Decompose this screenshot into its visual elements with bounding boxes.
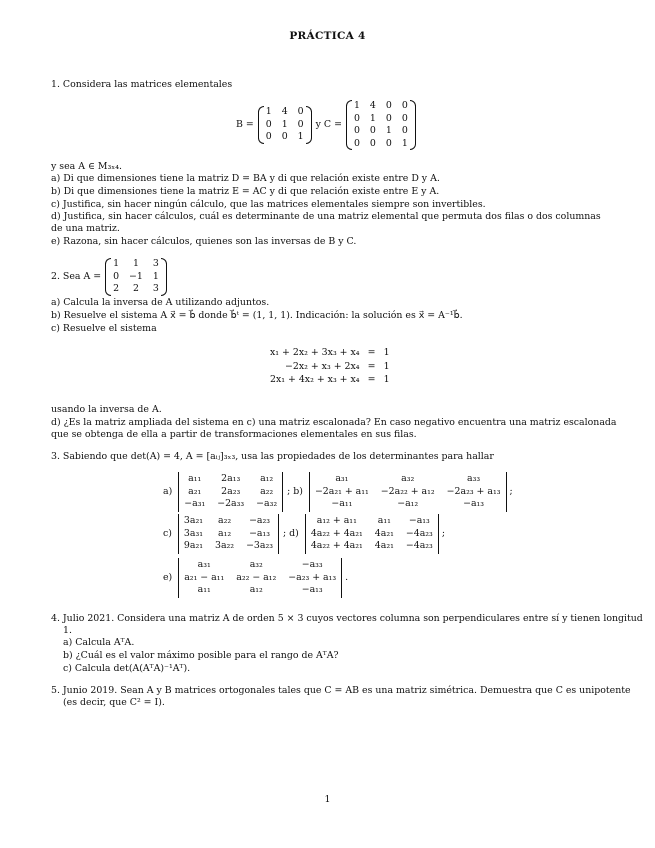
det-b-entry: −a₁₃ [463,498,485,510]
det-d-entry: −a₁₃ [408,515,430,526]
problem-1-c: c) Justifica, sin hacer ningún cálculo, que las matrices elementales siempre son invertibles. [51,199,486,210]
det-a-entry: a₂₂ [260,485,274,497]
problem-4-line2: 1. [63,625,72,636]
det-c-entry: 3a₃₁ [183,527,203,539]
det-e [178,558,342,598]
det-c-entry: −a₁₃ [249,527,271,539]
det-b-entry: −2a₂₃ + a₁₃ [446,485,501,497]
det-d-entry: 4a₂₂ + 4a₂₁ [310,527,363,539]
det-a-entry: 2a₁₃ [221,473,241,484]
det-d-entry: 4a₂₁ [374,540,394,552]
matrix-b-label: B = [236,118,254,130]
matrix-a-entry: 3 [152,258,159,269]
determinants-row-2 [163,514,445,554]
det-e-entry: a₃₂ [249,559,263,570]
matrix-b-entry: 4 [281,106,288,118]
matrix-c-entry: 0 [353,112,360,124]
det-d-entry: −4a₂₃ [405,527,433,539]
matrix-a-entry: 1 [113,258,120,269]
det-a-entry: −2a₃₃ [217,498,245,510]
matrix-c-label: y C = [315,118,342,130]
matrix-c-entry: 0 [353,137,360,149]
problem-4-a: a) Calcula AᵀA. [63,637,135,648]
matrix-c-entry: 0 [385,137,392,149]
det-b-label: ; b) [287,485,303,497]
system-entry: 2x₁ + 4x₂ + x₃ + x₄ [270,374,360,386]
matrix-a-entry: 2 [113,283,120,295]
problem-4-b: b) ¿Cuál es el valor máximo posible para el rango de AᵀA? [63,650,339,661]
problem-1-a: a) Di que dimensiones tiene la matriz D = BA y di que relación existe entre D y A. [51,173,440,184]
matrix-c-entry: 1 [353,100,360,111]
system-entry: 1 [383,374,390,386]
matrix-b-entry: 0 [297,118,304,130]
det-a-entry: a₁₁ [188,473,202,484]
det-d [305,514,439,554]
matrix-a-entry: 3 [152,283,159,295]
det-c-entry: a₂₂ [217,515,232,526]
system-entry: 1 [383,347,390,358]
det-d-entry: a₁₂ + a₁₁ [316,515,357,526]
problem-1-matrices [236,100,416,150]
det-c-entry: 3a₂₂ [215,540,235,552]
matrix-a-entry: 1 [152,270,159,282]
linear-system [270,347,394,387]
matrix-c-entry: 1 [369,112,376,124]
det-b-entry: a₃₁ [335,473,349,484]
det-c-label: c) [163,527,172,539]
det-c-entry: 9a₂₁ [183,540,203,552]
problem-2-sea: 2. Sea A = [51,270,102,282]
det-e-entry: −a₁₃ [301,584,323,596]
det-b-entry: a₃₃ [467,473,481,484]
matrix-b [258,106,312,144]
system-entry: = [367,374,376,386]
det-b-entry: −a₁₁ [331,498,353,510]
det-b-semicolon: ; [509,485,513,497]
det-d-label: ; d) [283,527,299,539]
matrix-b-entry: 0 [265,118,272,130]
matrix-c-entry: 0 [353,125,360,137]
det-a-label: a) [163,485,173,497]
det-a-entry: −a₃₂ [256,498,278,510]
det-b-entry: a₃₂ [401,473,415,484]
problem-1-d-line2: de una matriz. [51,223,120,234]
det-b-entry: −a₁₂ [397,498,419,510]
matrix-c-entry: 1 [385,125,392,137]
determinants-row-1 [163,472,513,512]
system-entry: = [367,347,376,358]
determinants-row-3 [163,558,348,598]
matrix-a-entry: 0 [113,270,120,282]
matrix-a-entry: −1 [129,270,143,282]
matrix-b-entry: 0 [265,131,272,143]
matrix-b-entry: 1 [265,106,272,118]
matrix-c-entry: 4 [369,100,376,111]
det-a-entry: 2a₂₃ [221,485,241,497]
system-entry: −2x₂ + x₃ + 2x₄ [285,360,360,372]
det-b-entry: −2a₂₁ + a₁₁ [314,485,369,497]
matrix-b-entry: 1 [281,118,288,130]
matrix-c-entry: 1 [401,137,408,149]
det-b [309,472,507,512]
page-number: 1 [324,794,331,805]
matrix-b-entry: 1 [297,131,304,143]
det-c [178,514,279,554]
problem-2-d-line1: d) ¿Es la matriz ampliada del sistema en c) una matriz escalonada? En caso negativo encuentra una matriz escalonada [51,417,617,428]
matrix-c-entry: 0 [369,125,376,137]
det-a-entry: −a₃₁ [184,498,206,510]
system-entry: 1 [383,360,390,372]
problem-2-d-line2: que se obtenga de ella a partir de transformaciones elementales en sus filas. [51,429,417,440]
system-entry: = [367,360,376,372]
problem-1-d-line1: d) Justifica, sin hacer cálculos, cuál es determinante de una matriz elemental que permuta dos filas o dos columnas [51,211,601,222]
det-e-entry: −a₃₃ [301,559,323,570]
matrix-b-entry: 0 [297,106,304,118]
matrix-b-entry: 0 [281,131,288,143]
det-e-label: e) [163,571,173,583]
det-c-entry: −3a₂₃ [246,540,274,552]
matrix-a-entry: 2 [132,283,139,295]
det-b-entry: −2a₂₂ + a₁₂ [380,485,435,497]
matrix-c-entry: 0 [385,112,392,124]
det-c-entry: −a₂₃ [249,515,271,526]
matrix-c-entry: 0 [401,125,408,137]
det-e-entry: a₁₂ [249,584,263,596]
matrix-a [105,258,167,296]
det-d-entry: a₁₁ [377,515,391,526]
page-title: PRÁCTICA 4 [289,30,366,42]
problem-1-sea: y sea A ∈ M₃ₓ₄. [51,161,122,172]
matrix-c-entry: 0 [401,100,408,111]
matrix-a-entry: 1 [132,258,139,269]
problem-4-line1: 4. Julio 2021. Considera una matriz A de orden 5 × 3 cuyos vectores columna son perpendiculares entre sí y tienen longitud [51,613,643,624]
det-c-entry: a₁₂ [217,527,232,539]
problem-2-header [51,258,167,296]
problem-2-a: a) Calcula la inversa de A utilizando adjuntos. [51,297,270,308]
det-a [178,472,283,512]
matrix-c-entry: 0 [401,112,408,124]
problem-1-e: e) Razona, sin hacer cálculos, quienes son las inversas de B y C. [51,236,357,247]
det-e-entry: a₁₁ [197,584,211,596]
det-c-entry: 3a₂₁ [183,515,203,526]
matrix-c [346,100,416,150]
problem-3-intro: 3. Sabiendo que det(A) = 4, A = [aᵢⱼ]₃ₓ₃, usa las propiedades de los determinantes para hallar [51,451,494,462]
problem-2-b: b) Resuelve el sistema A x⃗ = b⃗ donde b⃗ᵗ = (1, 1, 1). Indicación: la solución es x⃗ = A⁻¹b⃗. [51,310,463,321]
det-a-entry: a₁₂ [260,473,274,484]
det-a-entry: a₂₁ [188,485,202,497]
det-e-entry: a₃₁ [197,559,211,570]
matrix-c-entry: 0 [369,137,376,149]
problem-5-line1: 5. Junio 2019. Sean A y B matrices ortogonales tales que C = AB es una matriz simétrica. Demuestra que C es unipotente [51,685,631,696]
problem-2-c: c) Resuelve el sistema [51,323,157,334]
det-d-semicolon: ; [441,527,445,539]
det-d-entry: −4a₂₃ [405,540,433,552]
problem-4-c: c) Calcula det(A(AᵀA)⁻¹Aᵀ). [63,663,191,674]
system-entry: x₁ + 2x₂ + 3x₃ + x₄ [270,347,360,358]
matrix-c-entry: 0 [385,100,392,111]
problem-5-line2: (es decir, que C² = I). [63,697,165,708]
det-d-entry: 4a₂₂ + 4a₂₁ [310,540,363,552]
det-e-period: . [345,571,349,583]
det-e-entry: a₂₂ − a₁₂ [236,571,277,583]
problem-1-b: b) Di que dimensiones tiene la matriz E = AC y di que relación existe entre E y A. [51,186,440,197]
problem-1-intro: 1. Considera las matrices elementales [51,79,233,90]
det-e-entry: −a₂₃ + a₁₃ [288,571,337,583]
det-d-entry: 4a₂₁ [374,527,394,539]
problem-2-usando: usando la inversa de A. [51,404,162,415]
det-e-entry: a₂₁ − a₁₁ [184,571,225,583]
